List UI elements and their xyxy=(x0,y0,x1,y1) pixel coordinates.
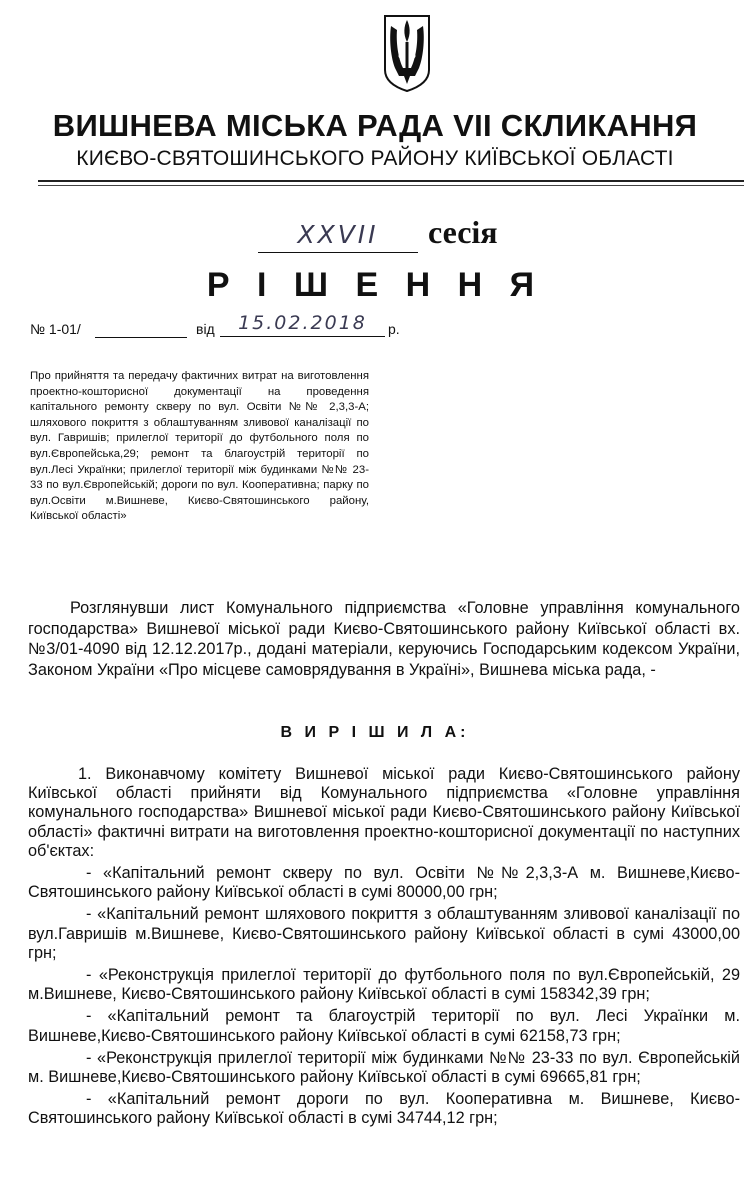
resolution-item: - «Капітальний ремонт шляхового покриття з облаштуванням зливової каналізації по вул.Гавришів м.Вишневе, Києво-Святошинського району Київської області в сумі 43000,00 грн; xyxy=(28,905,740,962)
document-number: № 1-01/ xyxy=(30,321,81,337)
session-label: сесія xyxy=(428,214,498,250)
resolution-item: - «Реконструкція прилеглої території між будинками №№ 23-33 по вул. Європейській м. Вишневе,Києво-Святошинського району Київської області в сумі 69665,81 грн; xyxy=(28,1048,740,1087)
date-prefix: від xyxy=(196,321,215,337)
session-number-handwritten: XXVII xyxy=(258,218,418,253)
resolution-item: - «Реконструкція прилеглої території до футбольного поля по вул.Європейській, 29 м.Вишневе, Києво-Святошинського району Київської області в сумі 158342,39 грн; xyxy=(28,966,740,1004)
preamble-paragraph: Розглянувши лист Комунального підприємства «Головне управління комунального господарства» Вишневої міської ради Києво-Святошинського району Київської області вх. №3/01-4090 від 12.12.2017р., додані матеріали, керуючись Господарським кодексом України, Законом України «Про місцеве самоврядування в Україні», Вишнева міська рада, - xyxy=(28,599,740,679)
header-divider xyxy=(38,180,744,182)
resolved-heading: В И Р І Ш И Л А: xyxy=(280,724,470,741)
decision-title: Р І Ш Е Н Н Я xyxy=(206,266,544,304)
resolution-item: - «Капітальний ремонт скверу по вул. Освіти №№2,3,3-А м. Вишневе,Києво-Святошинського району Київської області в сумі 80000,00 грн; xyxy=(28,864,740,902)
council-name: ВИШНЕВА МІСЬКА РАДА VII СКЛИКАННЯ xyxy=(52,108,698,143)
date-handwritten: 15.02.2018 xyxy=(220,310,385,337)
resolution-body xyxy=(28,765,740,1132)
header-divider-thin xyxy=(38,185,744,186)
date-suffix: р. xyxy=(388,321,400,337)
trident-emblem-icon xyxy=(381,12,433,94)
resolution-point-1: 1. Виконавчому комітету Вишневої міської ради Києво-Святошинського району Київської області прийняти від Комунального підприємства «Головне управління комунального господарства» Вишневої міської ради Києво-Святошинського району Київської області» фактичні витрати на виготовлення проектно-кошторисної документації по наступних об'єктах: xyxy=(28,765,740,860)
resolution-item: - «Капітальний ремонт та благоустрій території по вул. Лесі Українки м. Вишневе,Києво-Святошинського району Київської області в сумі 62158,73 грн; xyxy=(28,1007,740,1045)
resolution-item: - «Капітальний ремонт дороги по вул. Кооперативна м. Вишневе, Києво-Святошинського району Київської області в сумі 34744,12 грн; xyxy=(28,1090,740,1128)
district-line: КИЄВО-СВЯТОШИНСЬКОГО РАЙОНУ КИЇВСЬКОЇ ОБЛАСТІ xyxy=(76,147,674,170)
document-number-blank-line xyxy=(95,337,187,338)
decision-subject: Про прийняття та передачу фактичних витрат на виготовлення проектно-кошторисної документації на проведення капітального ремонту скверу по вул. Освіти №№ 2,3,3-А; шляхового покриття з облаштуванням зливової каналізації по вул. Гавришів; прилеглої території до футбольного поля по вул.Європейська,29; ремонт та благоустрій території по вул.Лесі Українки; прилеглої території між будинками №№ 23-33 по вул.Європейській; дороги по вул. Кооперативна; парку по вул.Освіти м.Вишневе, Києво-Святошинського району, Київської області» xyxy=(30,370,369,523)
